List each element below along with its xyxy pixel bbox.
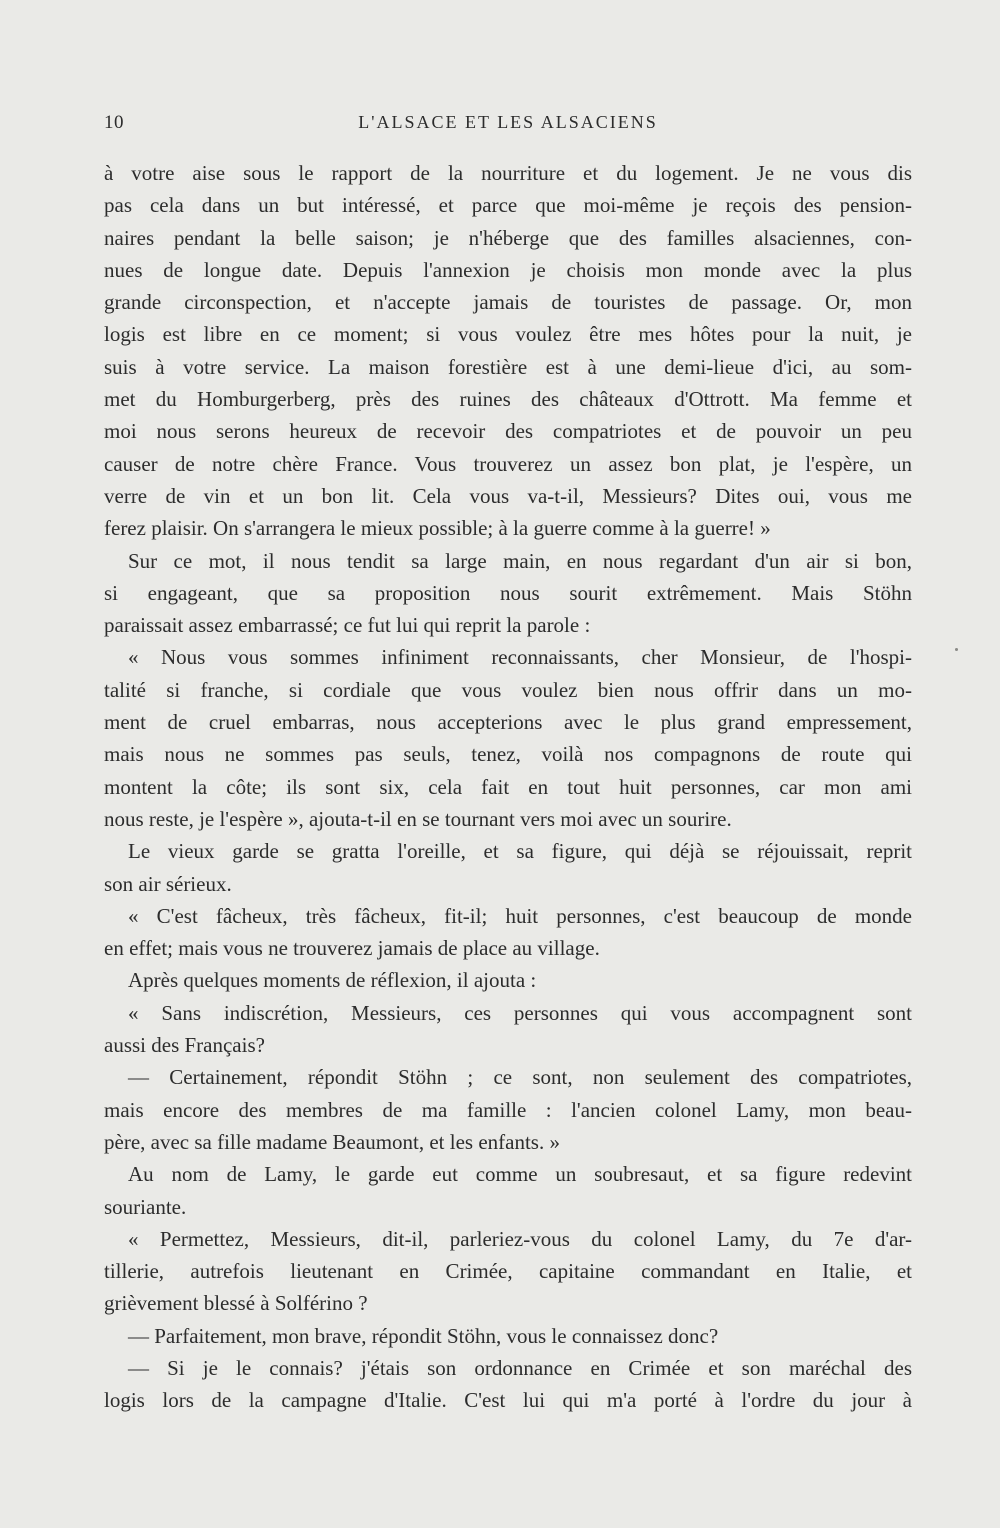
- text-line: « C'est fâcheux, très fâcheux, fit-il; huit personnes, c'est beaucoup de monde: [128, 903, 912, 928]
- text-line: montent la côte; ils sont six, cela fait en tout huit personnes, car mon ami: [104, 774, 912, 799]
- text-line: souriante.: [104, 1194, 187, 1219]
- text-line: Au nom de Lamy, le garde eut comme un soubresaut, et sa figure redevint: [128, 1162, 912, 1187]
- text-line: paraissait assez embarrassé; ce fut lui qui reprit la parole :: [104, 613, 591, 638]
- text-line: pas cela dans un but intéressé, et parce que moi-même je reçois des pension-: [104, 193, 912, 218]
- text-line: talité si franche, si cordiale que vous voulez bien nous offrir dans un mo-: [104, 677, 912, 702]
- text-line: ferez plaisir. On s'arrangera le mieux possible; à la guerre comme à la guerre! »: [104, 516, 771, 541]
- page-number: 10: [104, 112, 124, 133]
- text-line: en effet; mais vous ne trouverez jamais de place au village.: [104, 936, 600, 961]
- text-line: mais encore des membres de ma famille : l'ancien colonel Lamy, mon beau-: [104, 1097, 912, 1122]
- text-line: logis lors de la campagne d'Italie. C'est lui qui m'a porté à l'ordre du jour à: [104, 1388, 912, 1413]
- paper-speck: [955, 648, 958, 651]
- text-line: son air sérieux.: [104, 871, 232, 896]
- text-line: logis est libre en ce moment; si vous voulez être mes hôtes pour la nuit, je: [104, 322, 912, 347]
- running-title: L'ALSACE ET LES ALSACIENS: [358, 112, 658, 132]
- text-line: causer de notre chère France. Vous trouverez un assez bon plat, je l'espère, un: [104, 451, 912, 476]
- text-line: nous reste, je l'espère », ajouta-t-il en se tournant vers moi avec un sourire.: [104, 806, 732, 831]
- text-line: mais nous ne sommes pas seuls, tenez, voilà nos compagnons de route qui: [104, 742, 912, 767]
- text-line: verre de vin et un bon lit. Cela vous va-t-il, Messieurs? Dites oui, vous me: [104, 483, 912, 508]
- text-line: — Certainement, répondit Stöhn ; ce sont, non seulement des compatriotes,: [128, 1065, 912, 1090]
- text-line: moi nous serons heureux de recevoir des compatriotes et de pouvoir un peu: [104, 419, 912, 444]
- text-line: Sur ce mot, il nous tendit sa large main, en nous regardant d'un air si bon,: [128, 548, 912, 573]
- text-line: aussi des Français?: [104, 1033, 265, 1058]
- text-line: met du Homburgerberg, près des ruines des châteaux d'Ottrott. Ma femme et: [104, 387, 912, 412]
- page-header: [104, 112, 912, 142]
- text-line: Le vieux garde se gratta l'oreille, et sa figure, qui déjà se réjouissait, reprit: [128, 839, 912, 864]
- text-line: grièvement blessé à Solférino ?: [104, 1291, 368, 1316]
- text-line: à votre aise sous le rapport de la nourriture et du logement. Je ne vous dis: [104, 161, 912, 185]
- text-line: « Sans indiscrétion, Messieurs, ces personnes qui vous accompagnent sont: [128, 1000, 912, 1025]
- text-line: grande circonspection, et n'accepte jamais de touristes de passage. Or, mon: [104, 290, 912, 315]
- text-line: suis à votre service. La maison forestière est à une demi-lieue d'ici, au som-: [104, 354, 912, 379]
- text-line: — Parfaitement, mon brave, répondit Stöhn, vous le connaissez donc?: [128, 1323, 719, 1348]
- text-line: — Si je le connais? j'étais son ordonnance en Crimée et son maréchal des: [128, 1355, 912, 1380]
- text-line: « Nous vous sommes infiniment reconnaissants, cher Monsieur, de l'hospi-: [128, 645, 912, 670]
- text-line: naires pendant la belle saison; je n'héberge que des familles alsaciennes, con-: [104, 225, 912, 250]
- text-line: Après quelques moments de réflexion, il ajouta :: [128, 968, 537, 993]
- text-line: tillerie, autrefois lieutenant en Crimée, capitaine commandant en Italie, et: [104, 1259, 912, 1284]
- text-line: nues de longue date. Depuis l'annexion je choisis mon monde avec la plus: [104, 257, 912, 282]
- text-line: ment de cruel embarras, nous accepterions avec le plus grand empressement,: [104, 710, 912, 735]
- text-line: « Permettez, Messieurs, dit-il, parleriez-vous du colonel Lamy, du 7e d'ar-: [128, 1226, 912, 1251]
- text-line: si engageant, que sa proposition nous sourit extrêmement. Mais Stöhn: [104, 580, 912, 605]
- body-text: [104, 157, 912, 1417]
- text-line: père, avec sa fille madame Beaumont, et les enfants. »: [104, 1129, 560, 1154]
